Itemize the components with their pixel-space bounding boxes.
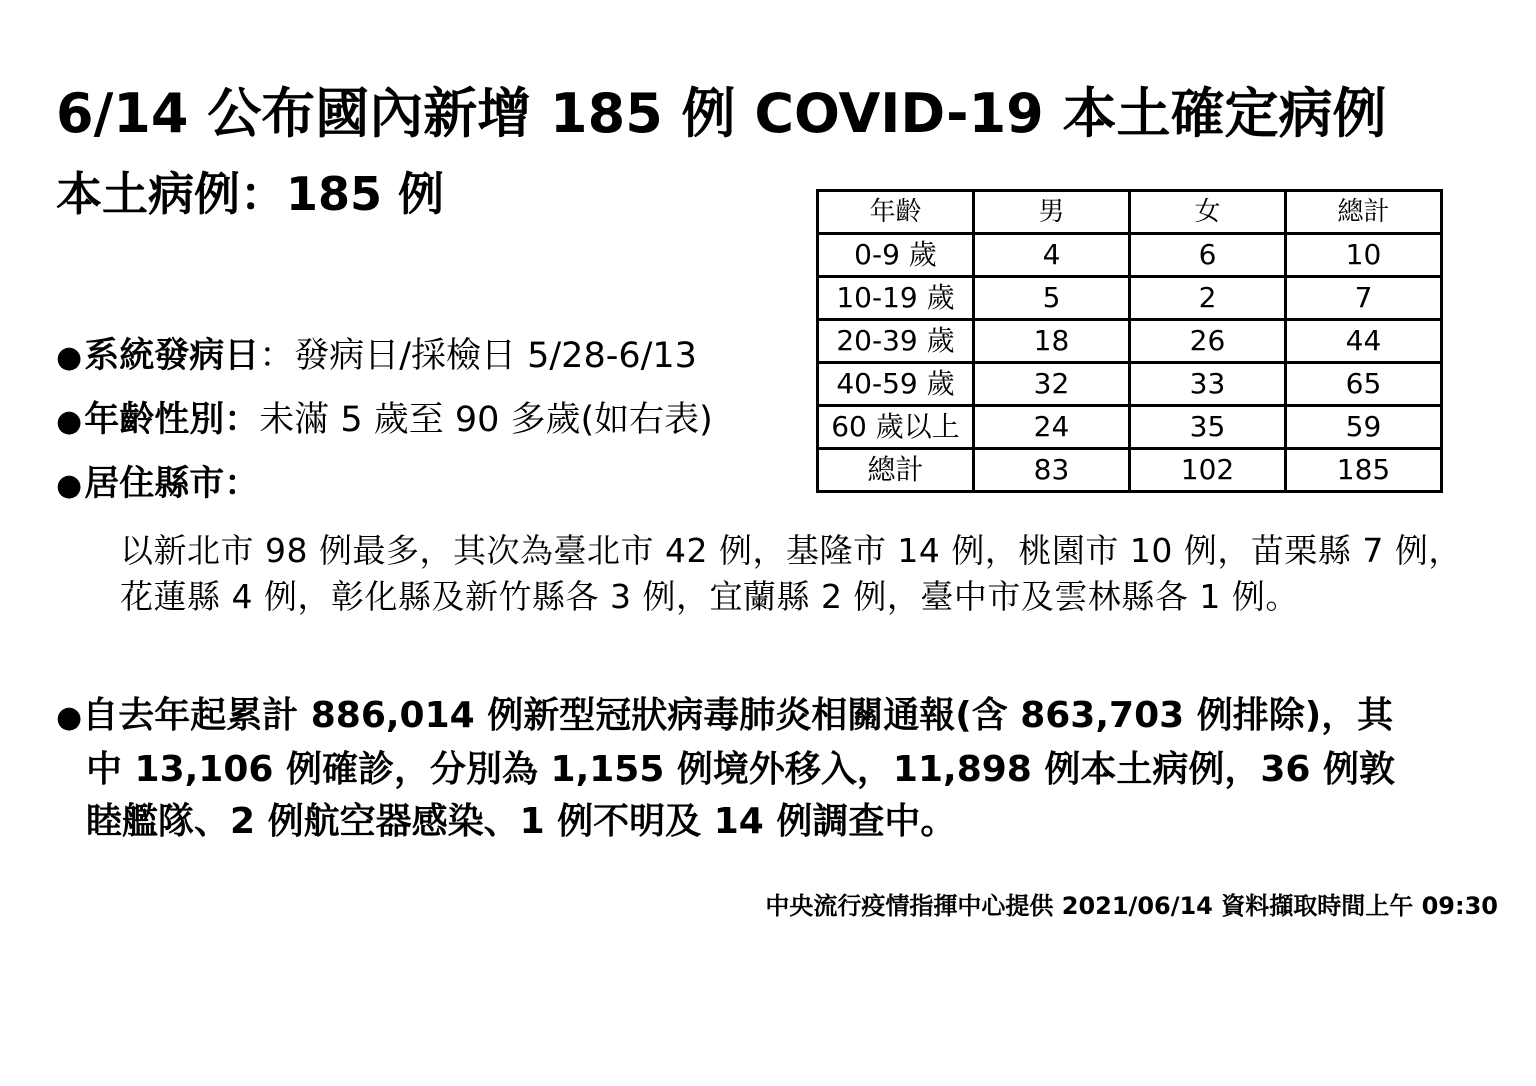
table-header-row	[818, 191, 1442, 234]
table-cell: 7	[1286, 277, 1442, 320]
table-row	[818, 234, 1442, 277]
county-item	[56, 460, 259, 510]
table-cell: 24	[974, 406, 1130, 449]
table-cell: 102	[1130, 449, 1286, 492]
age-sex-value: 未滿 5 歲至 90 多歲(如右表)	[259, 400, 713, 440]
county-label: 居住縣市：	[84, 464, 260, 504]
source-footer: 中央流行疫情指揮中心提供 2021/06/14 資料擷取時間上午 09:30	[765, 892, 1498, 920]
table-row	[818, 363, 1442, 406]
age-sex-table	[816, 189, 1443, 493]
age-sex-item	[56, 396, 713, 446]
table-cell: 44	[1286, 320, 1442, 363]
local-cases-subtitle: 本土病例：185 例	[56, 167, 445, 221]
cumulative-line-3: 睦艦隊、2 例航空器感染、1 例不明及 14 例調查中。	[86, 801, 957, 842]
table-header-cell: 年齡	[818, 191, 974, 234]
table-header-cell: 男	[974, 191, 1130, 234]
table-cell: 10	[1286, 234, 1442, 277]
cumulative-summary	[56, 690, 1496, 848]
bullet-dot-icon: ●	[56, 468, 83, 503]
table-header-cell: 總計	[1286, 191, 1442, 234]
cumulative-line-1: 自去年起累計 886,014 例新型冠狀病毒肺炎相關通報(含 863,703 例排除)，其	[82, 695, 1394, 736]
page-title: 6/14 公布國內新增 185 例 COVID-19 本土確定病例	[56, 82, 1387, 145]
table-row	[818, 277, 1442, 320]
table-total-row	[818, 449, 1442, 492]
table-row	[818, 406, 1442, 449]
table-cell: 18	[974, 320, 1130, 363]
table-cell: 5	[974, 277, 1130, 320]
table-cell: 60 歲以上	[818, 406, 974, 449]
table-cell: 總計	[818, 449, 974, 492]
onset-value: ：發病日/採檢日 5/28-6/13	[259, 336, 697, 376]
bullet-dot-icon: ●	[56, 340, 83, 375]
table-cell: 2	[1130, 277, 1286, 320]
age-sex-label: 年齡性別：	[84, 400, 260, 440]
table-header-cell: 女	[1130, 191, 1286, 234]
onset-label: 系統發病日	[84, 336, 260, 376]
table-cell: 65	[1286, 363, 1442, 406]
table-row	[818, 320, 1442, 363]
table-cell: 4	[974, 234, 1130, 277]
table-cell: 40-59 歲	[818, 363, 974, 406]
bullet-dot-icon: ●	[56, 700, 83, 735]
table-cell: 20-39 歲	[818, 320, 974, 363]
table-cell: 6	[1130, 234, 1286, 277]
table-cell: 35	[1130, 406, 1286, 449]
cumulative-line-2: 中 13,106 例確診，分別為 1,155 例境外移入，11,898 例本土病例，36 例敦	[86, 749, 1396, 790]
table-cell: 32	[974, 363, 1130, 406]
table-cell: 10-19 歲	[818, 277, 974, 320]
onset-date-item	[56, 332, 697, 382]
table-cell: 83	[974, 449, 1130, 492]
county-breakdown-text: 以新北市 98 例最多，其次為臺北市 42 例，基隆市 14 例，桃園市 10 例，苗栗縣 7 例，花蓮縣 4 例，彰化縣及新竹縣各 3 例，宜蘭縣 2 例，臺中市及雲林縣各 1 例。	[120, 531, 1462, 616]
table-cell: 0-9 歲	[818, 234, 974, 277]
table-cell: 185	[1286, 449, 1442, 492]
table-cell: 59	[1286, 406, 1442, 449]
table-cell: 33	[1130, 363, 1286, 406]
table-cell: 26	[1130, 320, 1286, 363]
bullet-dot-icon: ●	[56, 404, 83, 439]
